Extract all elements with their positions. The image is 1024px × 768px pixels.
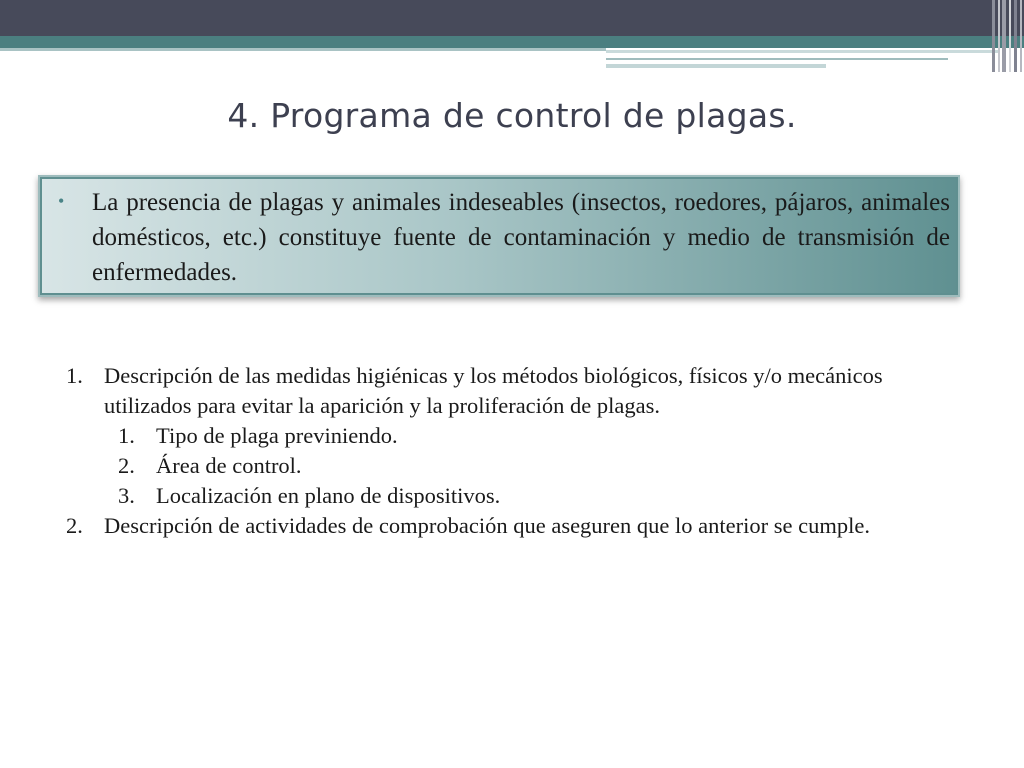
header-dark-band bbox=[0, 0, 1024, 36]
list-item-number: 1. bbox=[66, 363, 83, 388]
sub-list-item bbox=[118, 481, 966, 511]
sub-list-item-text: Localización en plano de dispositivos. bbox=[156, 483, 501, 508]
sub-list-item-number: 1. bbox=[118, 423, 135, 448]
header-accent-line bbox=[0, 48, 606, 51]
sub-list-item-number: 3. bbox=[118, 483, 135, 508]
sub-list-item-text: Tipo de plaga previniendo. bbox=[156, 423, 398, 448]
sub-list-item-number: 2. bbox=[118, 453, 135, 478]
callout-bullet-item bbox=[58, 185, 950, 290]
numbered-list bbox=[66, 361, 966, 541]
header-teal-band bbox=[0, 36, 1024, 48]
bullet-icon: • bbox=[58, 191, 65, 211]
header-accent-line bbox=[606, 58, 948, 60]
callout-box bbox=[38, 175, 960, 297]
callout-text: La presencia de plagas y animales indeseables (insectos, roedores, pájaros, animales domésticos, etc.) constituye fuente de contaminación y medio de transmisión de enfermedades. bbox=[92, 189, 950, 286]
sub-list-item bbox=[118, 451, 966, 481]
header-accent-line bbox=[606, 64, 826, 68]
slide-title: 4. Programa de control de plagas. bbox=[227, 96, 797, 135]
header-vertical-stripes bbox=[992, 0, 1024, 72]
sub-list-item bbox=[118, 421, 966, 451]
list-item-text: Descripción de actividades de comprobación que aseguren que lo anterior se cumple. bbox=[104, 513, 870, 538]
list-item bbox=[66, 511, 966, 541]
sub-list-item-text: Área de control. bbox=[156, 453, 302, 478]
header-accent-line bbox=[606, 50, 1000, 53]
list-item-number: 2. bbox=[66, 513, 83, 538]
list-item bbox=[66, 361, 966, 421]
list-item-text: Descripción de las medidas higiénicas y los métodos biológicos, físicos y/o mecánicos utilizados para evitar la aparición y la proliferación de plagas. bbox=[104, 363, 883, 418]
